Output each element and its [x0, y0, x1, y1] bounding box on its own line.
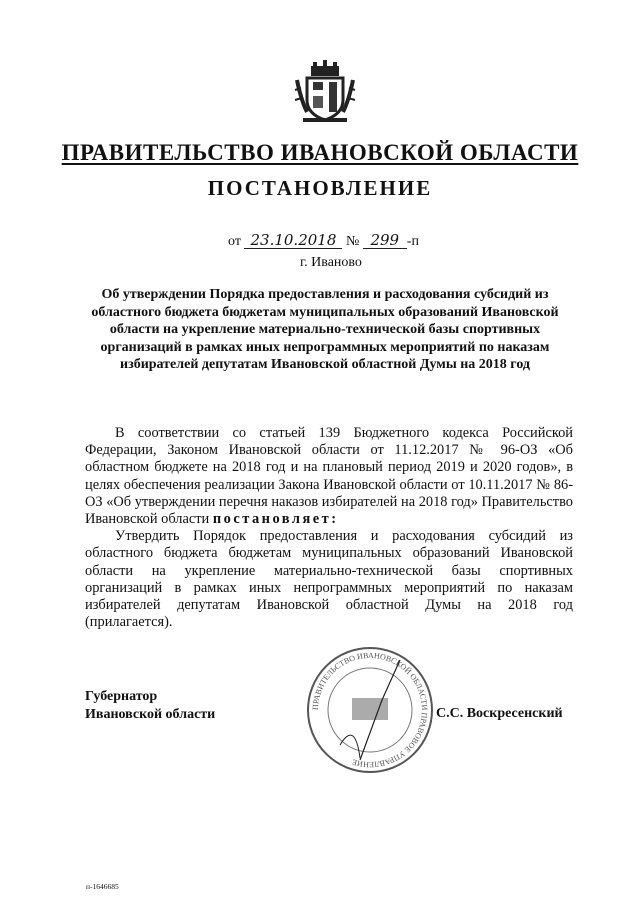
- number-suffix: -п: [406, 234, 419, 249]
- preamble-paragraph: [85, 425, 573, 528]
- document-body: [85, 425, 573, 631]
- footer-code: п-1646685: [86, 882, 119, 891]
- document-date: 23.10.2018: [244, 233, 342, 249]
- document-number: 299: [363, 233, 407, 249]
- from-label: от: [228, 234, 241, 249]
- signatory-position: [85, 688, 215, 724]
- coat-of-arms-emblem: [293, 60, 357, 124]
- position-line-1: Губернатор: [85, 689, 158, 704]
- position-line-2: Ивановской области: [85, 707, 216, 722]
- city: г. Иваново: [300, 255, 362, 270]
- official-stamp: [300, 640, 440, 780]
- preamble-text: В соответствии со статьей 139 Бюджетного кодекса Российской Федерации, Законом Ивановской области от 11.12.2017 № 96-ОЗ «Об областном бюджете на 2018 год и на плановый период 2019 и 2020 годов», в целях обеспечения реализации Закона Ивановской области от 10.11.2017 № 86-ОЗ «Об утверждении перечня наказов избирателей на 2018 год» Правительство Ивановской области: [85, 425, 573, 528]
- decision-paragraph: Утвердить Порядок предоставления и расходования субсидий из областного бюджета бюджетам муниципальных образований Ивановской области на укрепление материально-технической базы спортивных организаций в рамках иных непрограммных мероприятий по наказам избирателей депутатам Ивановской областной Думы на 2018 год (прилагается).: [85, 528, 573, 631]
- signatory-name: С.С. Воскресенский: [436, 706, 563, 721]
- document-number-line: [228, 233, 458, 250]
- resolves-word: постановляет:: [212, 511, 339, 528]
- government-name: ПРАВИТЕЛЬСТВО ИВАНОВСКОЙ ОБЛАСТИ: [61, 140, 579, 165]
- number-sign: №: [345, 234, 360, 249]
- document-subject: Об утверждении Порядка предоставления и расходования субсидий из областного бюджета бюджетам муниципальных образований Ивановской области на укрепление материально-технической базы спортивных организаций в рамках иных непрограммных мероприятий по наказам избирателей депутатам Ивановской областной Думы на 2018 год: [91, 287, 559, 372]
- stamp-text: ПРАВИТЕЛЬСТВО ИВАНОВСКОЙ ОБЛАСТИ ПРАВОВОЕ УПРАВЛЕНИЕ: [310, 650, 430, 770]
- document-type: ПОСТАНОВЛЕНИЕ: [207, 176, 433, 200]
